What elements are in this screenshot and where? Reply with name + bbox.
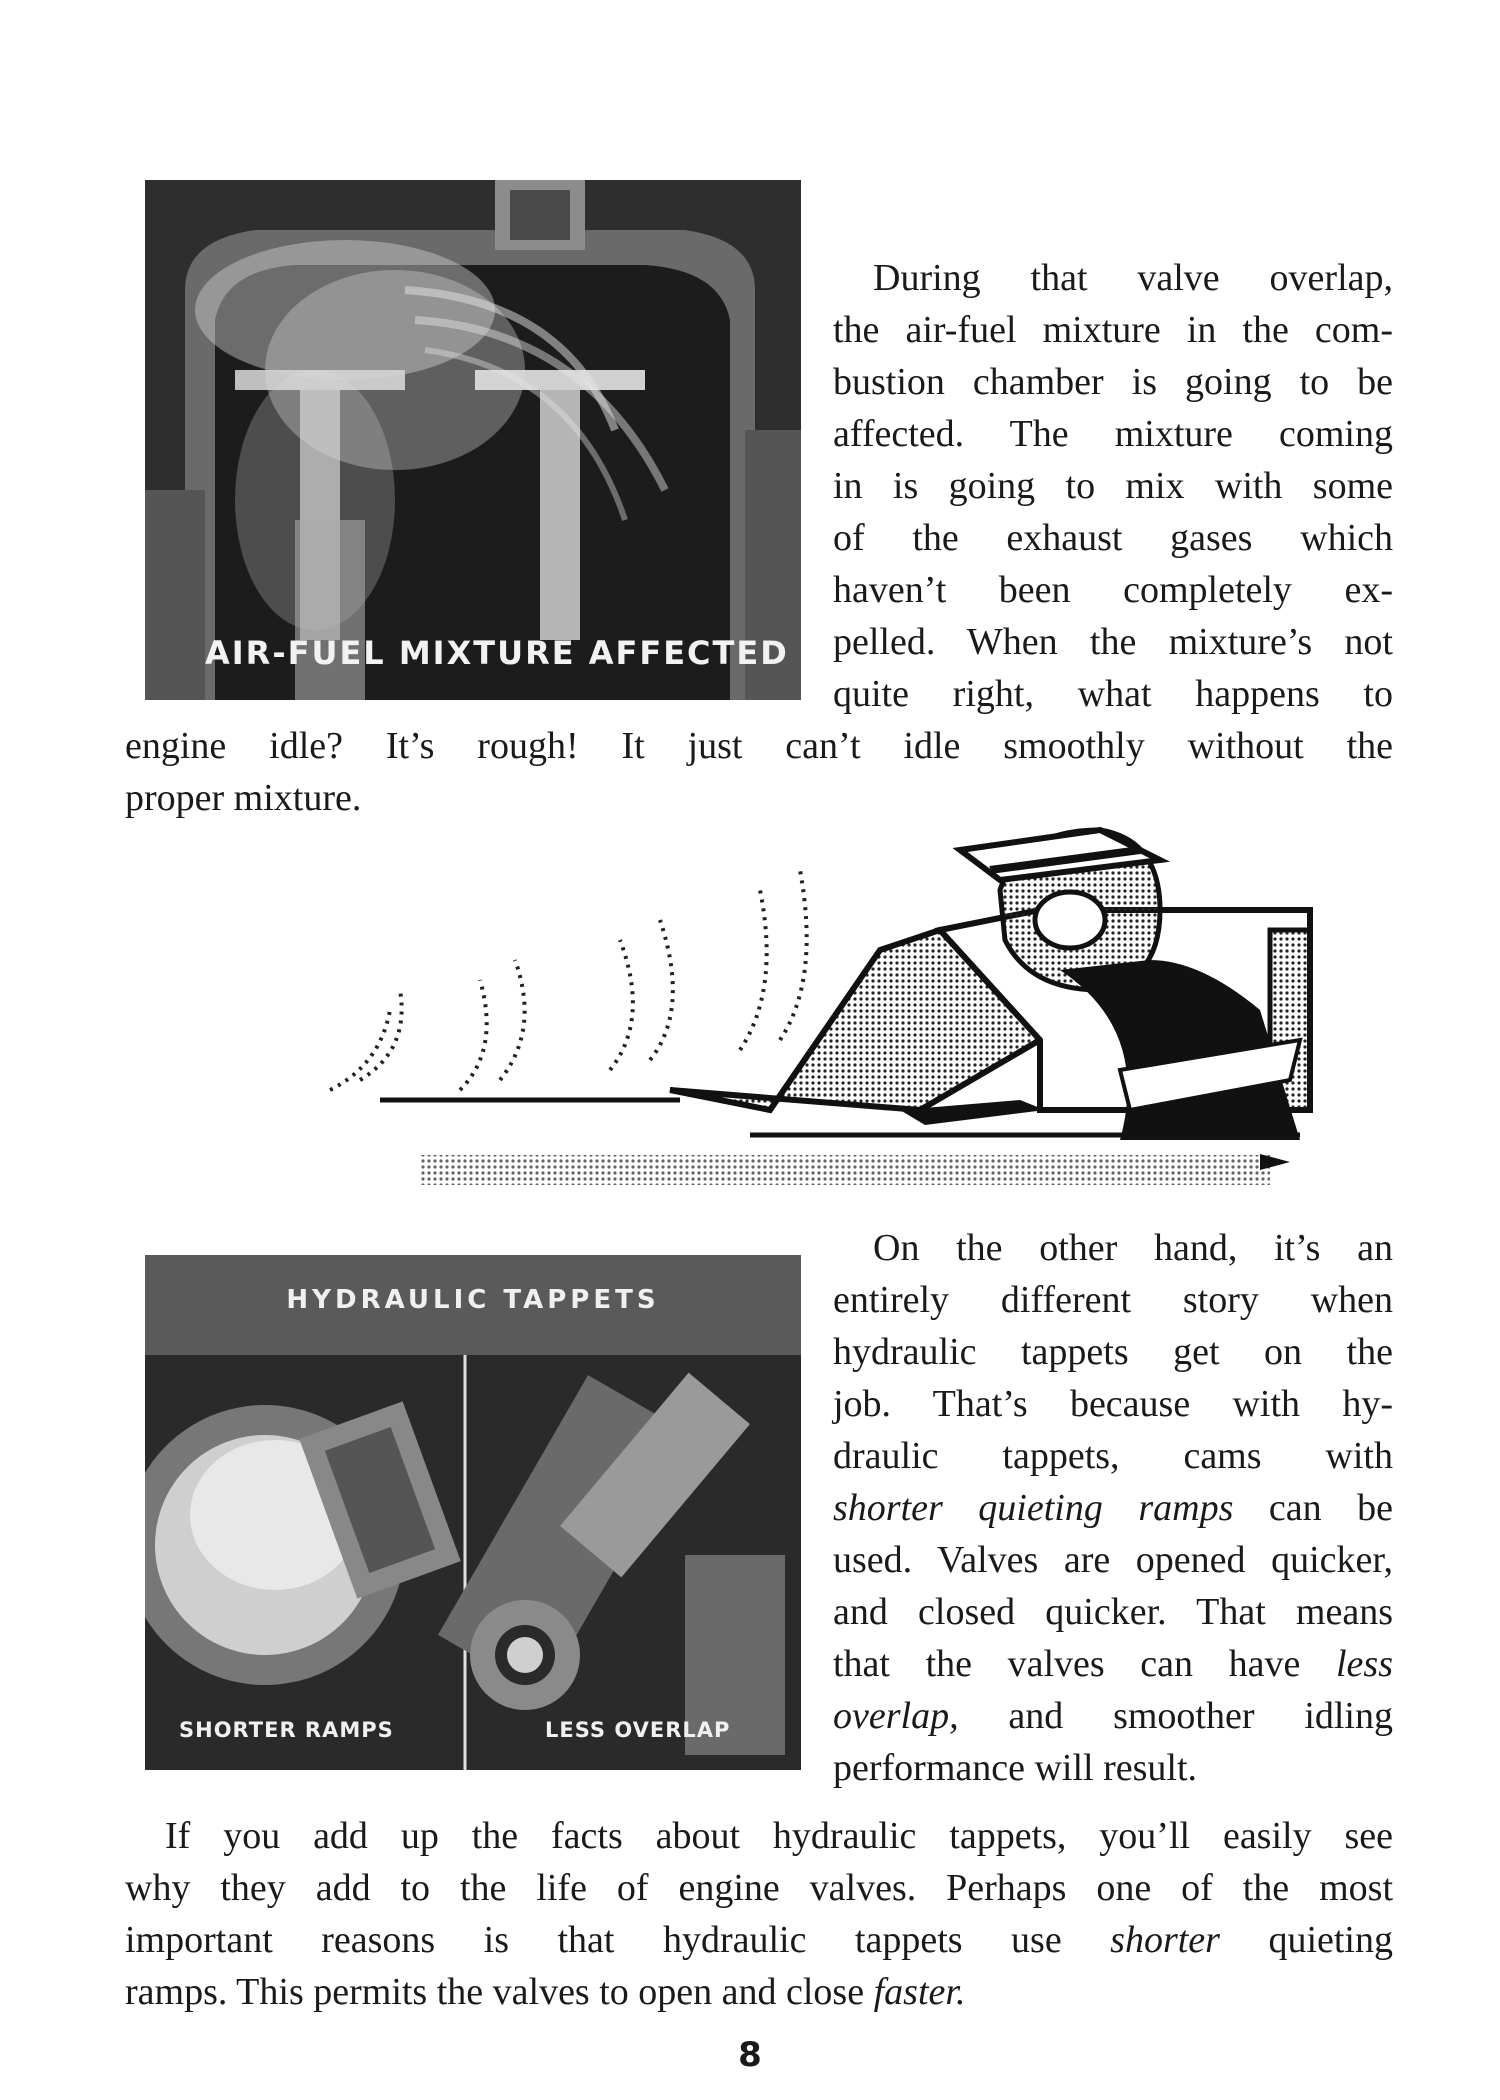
italic-phrase: shorter bbox=[1110, 1919, 1220, 1961]
text-line: in is going to mix with some bbox=[833, 465, 1393, 507]
text-line: job. That’s because with hy- bbox=[833, 1383, 1393, 1425]
paragraph-summary bbox=[125, 1810, 1393, 2018]
text-fragment: can be bbox=[1233, 1487, 1393, 1529]
car-driver-illustration bbox=[300, 810, 1340, 1190]
text-line: quite right, what happens to bbox=[833, 673, 1393, 715]
text-line: proper mixture. bbox=[125, 777, 362, 819]
text-line: draulic tappets, cams with bbox=[833, 1435, 1393, 1477]
text-fragment: and smoother idling bbox=[958, 1695, 1393, 1737]
paragraph-hydraulic-tappets bbox=[833, 1222, 1393, 1794]
text-line bbox=[125, 1966, 1393, 2018]
paragraph-valve-overlap-continued bbox=[125, 720, 1393, 824]
text-line: During that valve overlap, bbox=[873, 257, 1393, 299]
figure-caption: AIR-FUEL MIXTURE AFFECTED bbox=[205, 634, 789, 672]
figure-title: HYDRAULIC TAPPETS bbox=[286, 1285, 660, 1315]
text-line bbox=[833, 1690, 1393, 1742]
hydraulic-tappets-figure bbox=[145, 1255, 801, 1770]
text-fragment: quieting bbox=[1219, 1919, 1393, 1961]
text-line: If you add up the facts about hydraulic tappets, you’ll easily see bbox=[165, 1815, 1393, 1857]
text-line: bustion chamber is going to be bbox=[833, 361, 1393, 403]
text-line: why they add to the life of engine valves. Perhaps one of the most bbox=[125, 1867, 1393, 1909]
text-line: hydraulic tappets get on the bbox=[833, 1331, 1393, 1373]
text-line: pelled. When the mixture’s not bbox=[833, 621, 1393, 663]
text-fragment: that the valves can have bbox=[833, 1643, 1336, 1685]
italic-phrase: less bbox=[1336, 1643, 1393, 1685]
text-line bbox=[125, 1914, 1393, 1966]
italic-phrase: overlap, bbox=[833, 1695, 959, 1737]
text-line: haven’t been completely ex- bbox=[833, 569, 1393, 611]
combustion-chamber-illustration bbox=[145, 180, 801, 700]
italic-phrase: faster. bbox=[873, 1971, 966, 2013]
text-line: the air-fuel mixture in the com- bbox=[833, 309, 1393, 351]
text-fragment: ramps. This permits the valves to open and close bbox=[125, 1971, 874, 2013]
text-line: entirely different story when bbox=[833, 1279, 1393, 1321]
text-line: performance will result. bbox=[833, 1747, 1198, 1789]
air-fuel-mixture-figure bbox=[145, 180, 801, 700]
tappet-cutaway-illustration bbox=[145, 1255, 801, 1770]
text-line: of the exhaust gases which bbox=[833, 517, 1393, 559]
label-less-overlap: LESS OVERLAP bbox=[545, 1718, 731, 1742]
italic-phrase: shorter quieting ramps bbox=[833, 1487, 1234, 1529]
rough-idle-cartoon bbox=[300, 810, 1340, 1190]
text-line bbox=[833, 1482, 1393, 1534]
text-line: and closed quicker. That means bbox=[833, 1591, 1393, 1633]
page-number: 8 bbox=[738, 2035, 762, 2075]
text-line: On the other hand, it’s an bbox=[873, 1227, 1393, 1269]
text-line: affected. The mixture coming bbox=[833, 413, 1393, 455]
label-shorter-ramps: SHORTER RAMPS bbox=[179, 1718, 394, 1742]
paragraph-valve-overlap bbox=[833, 252, 1393, 720]
text-line bbox=[833, 1638, 1393, 1690]
text-line: engine idle? It’s rough! It just can’t idle smoothly without the bbox=[125, 725, 1393, 767]
text-fragment: important reasons is that hydraulic tappets use bbox=[125, 1919, 1111, 1961]
text-line: used. Valves are opened quicker, bbox=[833, 1539, 1393, 1581]
